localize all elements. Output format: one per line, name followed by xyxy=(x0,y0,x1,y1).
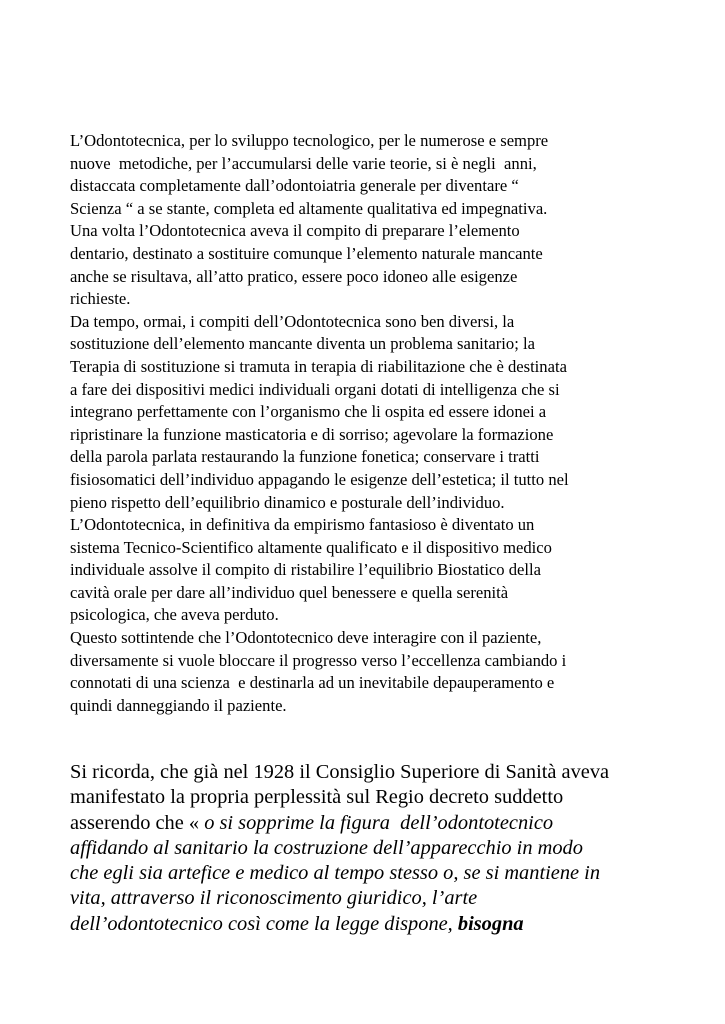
body-paragraphs xyxy=(70,130,670,717)
body-line: L’Odontotecnica, in definitiva da empirismo fantasioso è diventato un xyxy=(70,515,535,535)
body-line: fisiosomatici dell’individuo appagando le esigenze dell’estetica; il tutto nel xyxy=(70,469,569,489)
body-line: anche se risultava, all’atto pratico, essere poco idoneo alle esigenze xyxy=(70,266,518,286)
body-line: psicologica, che aveva perduto. xyxy=(70,605,279,625)
body-line: Scienza “ a se stante, completa ed altamente qualitativa ed impegnativa. xyxy=(70,198,548,218)
body-line: diversamente si vuole bloccare il progresso verso l’eccellenza cambiando i xyxy=(70,650,567,670)
quote-line: che egli sia artefice e medico al tempo stesso o, se si mantiene in xyxy=(70,862,601,885)
body-line: dentario, destinato a sostituire comunque l’elemento naturale mancante xyxy=(70,243,543,263)
body-line: quindi danneggiando il paziente. xyxy=(70,695,287,715)
quote-line: manifestato la propria perplessità sul Regio decreto suddetto xyxy=(70,786,564,809)
quote-text-italic: o si sopprime la figura dell’odontotecnico xyxy=(204,811,554,834)
body-line: distaccata completamente dall’odontoiatria generale per diventare “ xyxy=(70,176,519,196)
body-line: a fare dei dispositivi medici individuali organi dotati di intelligenza che si xyxy=(70,379,560,399)
quote-text-italic: dell’odontotecnico così come la legge dispone, xyxy=(70,912,458,935)
body-line: ripristinare la funzione masticatoria e di sorriso; agevolare la formazione xyxy=(70,424,554,444)
quote-line: affidando al sanitario la costruzione dell’apparecchio in modo xyxy=(70,836,583,859)
body-line: della parola parlata restaurando la funzione fonetica; conservare i tratti xyxy=(70,447,540,467)
body-line: sostituzione dell’elemento mancante diventa un problema sanitario; la xyxy=(70,334,535,354)
body-line: connotati di una scienza e destinarla ad un inevitabile depauperamento e xyxy=(70,673,555,693)
body-line: Da tempo, ormai, i compiti dell’Odontotecnica sono ben diversi, la xyxy=(70,311,515,331)
quote-line: Si ricorda, che già nel 1928 il Consiglio Superiore di Sanità aveva xyxy=(70,761,610,783)
body-line: individuale assolve il compito di ristabilire l’equilibrio Biostatico della xyxy=(70,560,541,580)
body-line: richieste. xyxy=(70,289,131,309)
body-line: Questo sottintende che l’Odontotecnico deve interagire con il paziente, xyxy=(70,628,542,648)
quote-line xyxy=(70,912,670,937)
body-line: pieno rispetto dell’equilibrio dinamico e posturale dell’individuo. xyxy=(70,492,505,512)
quote-text-bold-italic: bisogna xyxy=(457,912,524,935)
body-line: L’Odontotecnica, per lo sviluppo tecnologico, per le numerose e sempre xyxy=(70,131,549,150)
body-line: Una volta l’Odontotecnica aveva il compito di preparare l’elemento xyxy=(70,221,520,241)
body-line: sistema Tecnico-Scientifico altamente qualificato e il dispositivo medico xyxy=(70,537,552,557)
body-line: nuove metodiche, per l’accumularsi delle varie teorie, si è negli anni, xyxy=(70,153,537,173)
body-line: cavità orale per dare all’individuo quel benessere e quella serenità xyxy=(70,582,509,602)
quote-line xyxy=(70,811,670,836)
body-line: integrano perfettamente con l’organismo che li ospita ed essere idonei a xyxy=(70,402,547,422)
quote-text-plain: asserendo che « xyxy=(70,811,205,834)
quote-line: vita, attraverso il riconoscimento giuridico, l’arte xyxy=(70,887,478,910)
quote-paragraph xyxy=(70,760,670,937)
body-line: Terapia di sostituzione si tramuta in terapia di riabilitazione che è destinata xyxy=(70,356,567,376)
